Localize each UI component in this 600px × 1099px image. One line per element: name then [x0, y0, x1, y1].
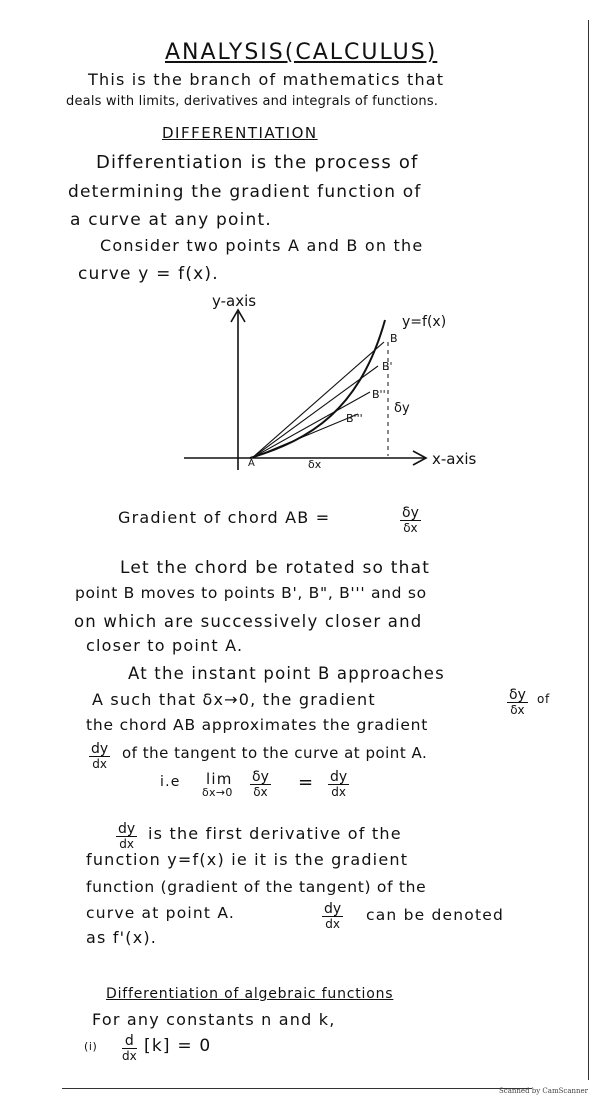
para3-line-1: At the instant point B approaches	[128, 664, 445, 683]
limit-lim: lim	[206, 770, 233, 788]
para3-line-4: of the tangent to the curve at point A.	[122, 744, 428, 762]
para4-line-1: is the first derivative of the	[148, 824, 402, 843]
para1-line-4: Consider two points A and B on the	[100, 236, 424, 255]
point-b3-label: B'''	[346, 412, 363, 425]
rule1-label: (i)	[84, 1040, 98, 1053]
fraction-numerator: δy	[402, 505, 419, 521]
point-b1-label: B'	[382, 360, 393, 373]
para3-line-2-end: of	[537, 692, 550, 706]
fraction-denominator: δx	[403, 521, 418, 535]
section-heading-differentiation: DIFFERENTIATION	[162, 124, 318, 142]
delta-x-label: δx	[308, 458, 322, 471]
curve-label: y=f(x)	[402, 314, 447, 330]
gradient-chord-text: Gradient of chord AB =	[118, 508, 331, 527]
para2-line-1: Let the chord be rotated so that	[120, 558, 431, 578]
fraction-denominator: dx	[122, 1049, 137, 1063]
para1-line-2: determining the gradient function of	[68, 182, 422, 202]
point-b2-label: B''	[372, 388, 386, 401]
chord-ab2	[252, 392, 370, 458]
para3-fraction-dy-dx-2	[89, 742, 110, 771]
limit-fraction-derivative	[328, 770, 349, 799]
rule1-expression: [k] = 0	[144, 1036, 212, 1056]
limit-fraction-delta	[250, 770, 271, 799]
fraction-numerator: δy	[509, 687, 526, 703]
intro-line-1: This is the branch of mathematics that	[88, 70, 445, 89]
scanner-watermark: Scanned by CamScanner	[499, 1087, 588, 1095]
para4-line-2: function y=f(x) ie it is the gradient	[86, 850, 409, 869]
constants-line: For any constants n and k,	[92, 1010, 336, 1029]
para1-line-3: a curve at any point.	[70, 210, 272, 230]
fraction-denominator: δx	[253, 785, 268, 799]
fraction-numerator: dy	[91, 741, 109, 757]
rule1-fraction-d-dx	[122, 1034, 137, 1063]
bottom-edge-line	[62, 1088, 532, 1089]
chord-ab	[252, 342, 384, 458]
fraction-denominator: dx	[331, 785, 346, 799]
x-axis-label: x-axis	[432, 450, 477, 468]
limit-ie: i.e	[160, 774, 181, 790]
limit-subscript: δx→0	[202, 786, 233, 799]
y-axis-label: y-axis	[212, 292, 257, 310]
para2-line-3: on which are successively closer and	[74, 612, 423, 631]
chord-ab3	[252, 414, 358, 458]
para1-line-1: Differentiation is the process of	[96, 152, 419, 173]
section-heading-algebraic: Differentiation of algebraic functions	[106, 986, 394, 1002]
fraction-denominator: dx	[325, 917, 340, 931]
point-b-label: B	[390, 332, 398, 345]
para4-fraction-dy-dx	[116, 822, 137, 851]
para3-line-2: A such that δx→0, the gradient	[92, 690, 376, 709]
page-title: ANALYSIS(CALCULUS)	[165, 40, 438, 65]
fraction-denominator: dx	[92, 757, 107, 771]
delta-y-label: δy	[394, 401, 410, 416]
para3-fraction-dy-dx	[507, 688, 528, 717]
para1-line-5: curve y = f(x).	[78, 264, 219, 284]
fraction-numerator: dy	[324, 901, 342, 917]
para4-line-4-end: can be denoted	[366, 906, 505, 924]
point-a-label: A	[248, 458, 255, 469]
fraction-denominator: dx	[119, 837, 134, 851]
page-edge-line	[588, 20, 589, 1080]
para4-fraction-dy-dx-2	[322, 902, 343, 931]
fraction-numerator: δy	[252, 769, 269, 785]
para4-line-4: curve at point A.	[86, 904, 235, 922]
para2-line-4: closer to point A.	[86, 636, 244, 655]
gradient-chord-fraction	[400, 506, 421, 535]
curve-y-fx	[250, 320, 385, 458]
intro-line-2: deals with limits, derivatives and integrals of functions.	[66, 94, 439, 109]
para3-line-3: the chord AB approximates the gradient	[86, 716, 429, 734]
chord-gradient-diagram	[170, 290, 530, 490]
limit-equals: =	[298, 772, 315, 793]
para2-line-2: point B moves to points B', B", B''' and so	[75, 584, 427, 602]
fraction-denominator: δx	[510, 703, 525, 717]
fraction-numerator: dy	[330, 769, 348, 785]
fraction-numerator: d	[122, 1034, 137, 1049]
para4-line-5: as f'(x).	[86, 928, 158, 947]
para4-line-3: function (gradient of the tangent) of the	[86, 878, 427, 896]
fraction-numerator: dy	[118, 821, 136, 837]
